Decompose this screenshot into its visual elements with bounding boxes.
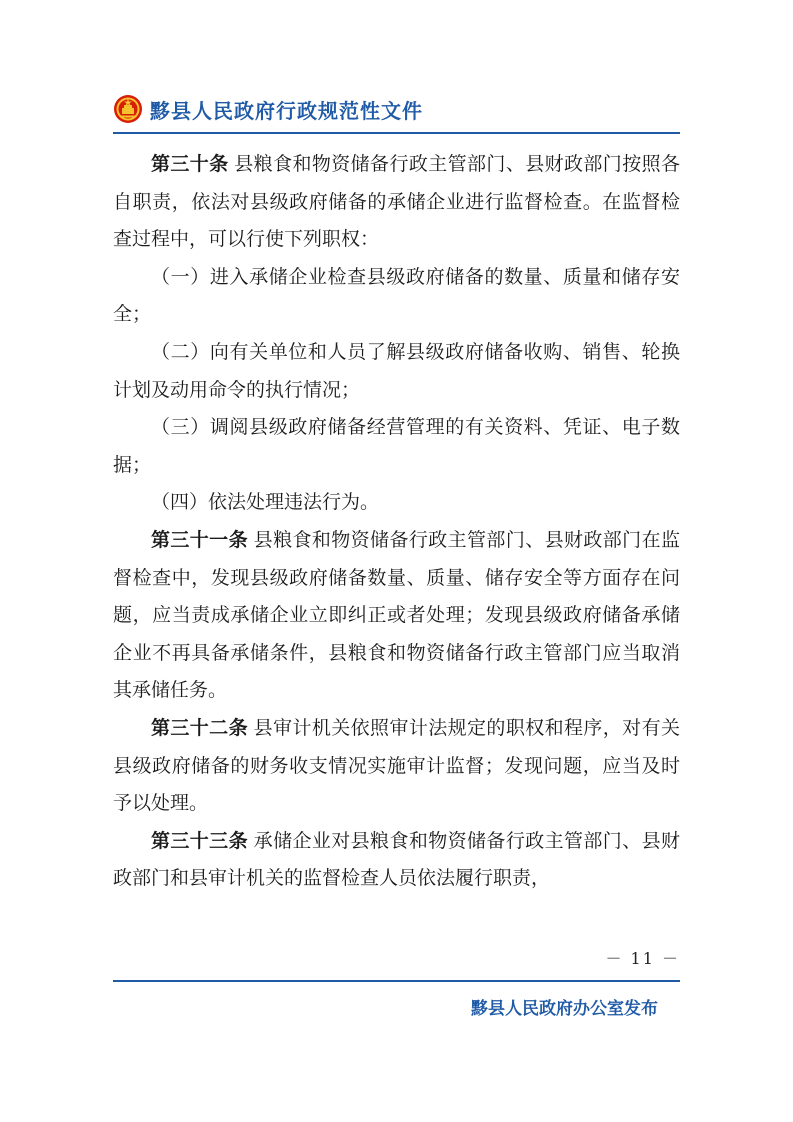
article-number: 第三十一条 [151,528,248,551]
national-emblem-icon [113,94,143,124]
paragraph-text: （四）依法处理违法行为。 [151,491,380,514]
header-title: 黟县人民政府行政规范性文件 [150,98,423,123]
list-item-1 [113,259,680,334]
paragraph-text: 县粮食和物资储备行政主管部门、县财政部门在监督检查中，发现县级政府储备数量、质量、储存安全等方面存在问题，应当责成承储企业立即纠正或者处理；发现县级政府储备承储企业不再具备承储条件，县粮食和物资储备行政主管部门应当取消其承储任务。 [113,528,680,702]
article-31-paragraph [113,522,680,710]
article-number: 第三十条 [151,153,229,175]
paragraph-text: 县粮食和物资储备行政主管部门、县财政部门按照各自职责，依法对县级政府储备的承储企业进行监督检查。在监督检查过程中，可以行使下列职权： [113,153,680,251]
list-item-4 [113,484,680,522]
article-32-paragraph [113,710,680,823]
list-item-2 [113,334,680,409]
footer-divider [113,980,680,982]
paragraph-text: （一）进入承储企业检查县级政府储备的数量、质量和储存安全； [113,265,680,326]
paragraph-text: （二）向有关单位和人员了解县级政府储备收购、销售、轮换计划及动用命令的执行情况； [113,340,680,401]
document-body [113,146,680,898]
paragraph-text: 承储企业对县粮食和物资储备行政主管部门、县财政部门和县审计机关的监督检查人员依法履行职责， [113,829,680,890]
header-divider [113,132,680,134]
paragraph-text: 县审计机关依照审计法规定的职权和程序，对有关县级政府储备的财务收支情况实施审计监督；发现问题，应当及时予以处理。 [113,716,680,815]
article-30-paragraph [113,146,680,259]
page-number: － 11 － [605,949,680,968]
article-number: 第三十二条 [151,716,248,739]
article-33-paragraph [113,823,680,898]
article-number: 第三十三条 [151,829,248,852]
footer-publisher: 黟县人民政府办公室发布 [471,999,658,1019]
list-item-3 [113,409,680,484]
paragraph-text: （三）调阅县级政府储备经营管理的有关资料、凭证、电子数据； [113,416,680,476]
document-header [113,92,423,126]
